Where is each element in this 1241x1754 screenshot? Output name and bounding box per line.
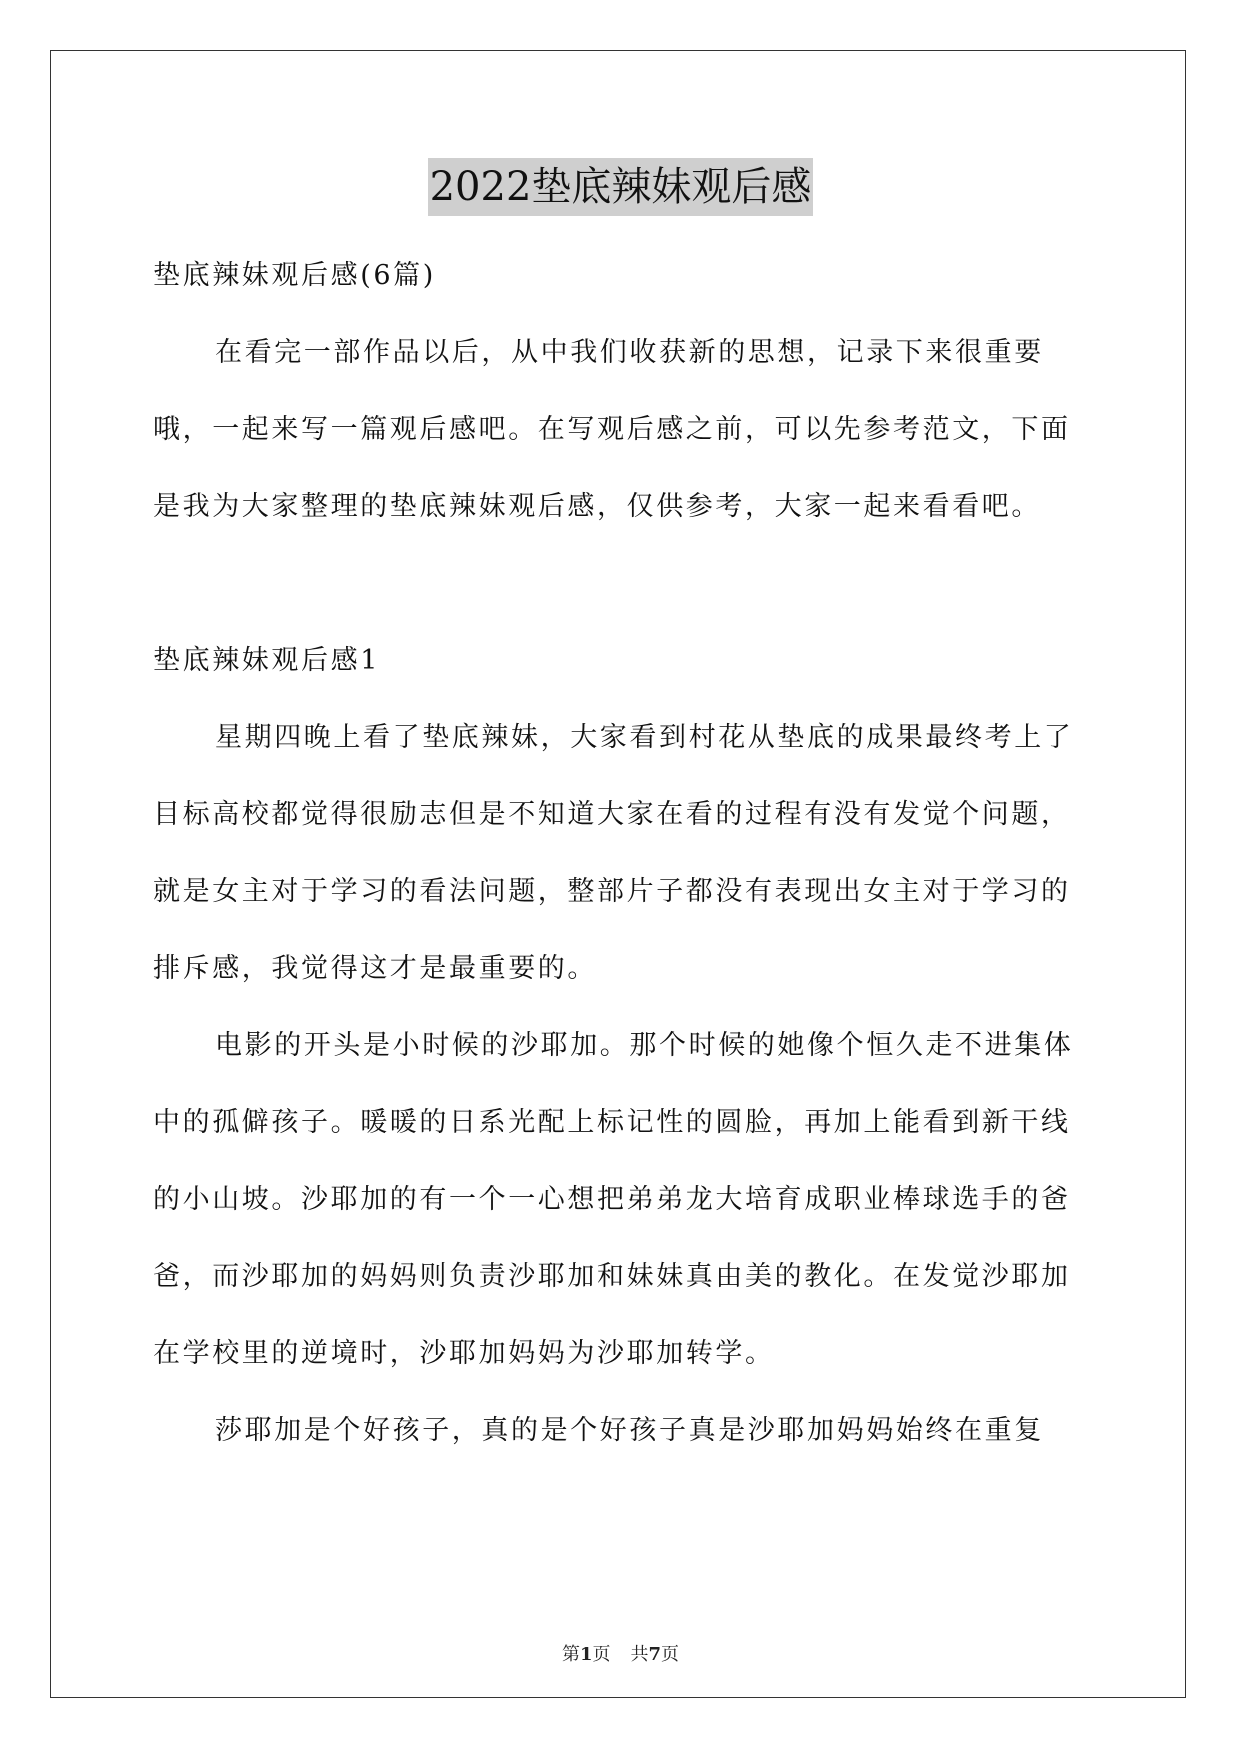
body-paragraph: 莎耶加是个好孩子，真的是个好孩子真是沙耶加妈妈始终在重复 — [215, 1415, 1044, 1446]
total-prefix: 共 — [630, 1644, 649, 1665]
document-subtitle: 垫底辣妹观后感(6篇) — [153, 260, 436, 291]
section-heading: 垫底辣妹观后感1 — [153, 645, 380, 676]
document-body — [153, 237, 1093, 1469]
paragraph-gap — [153, 545, 1093, 622]
page-footer — [0, 1640, 1241, 1666]
body-paragraph: 电影的开头是小时候的沙耶加。那个时候的她像个恒久走不进集体中的孤僻孩子。暖暖的日系光配上标记性的圆脸，再加上能看到新干线的小山坡。沙耶加的有一个一心想把弟弟龙大培育成职业棒球选手的爸爸，而沙耶加的妈妈则负责沙耶加和妹妹真由美的教化。在发觉沙耶加在学校里的逆境时，沙耶加妈妈为沙耶加转学。 — [153, 1030, 1074, 1369]
page-suffix: 页 — [592, 1644, 611, 1665]
body-paragraph: 星期四晚上看了垫底辣妹，大家看到村花从垫底的成果最终考上了目标高校都觉得很励志但是不知道大家在看的过程有没有发觉个问题，就是女主对于学习的看法问题，整部片子都没有表现出女主对于学习的排斥感，我觉得这才是最重要的。 — [153, 722, 1074, 984]
document-title: 2022垫底辣妹观后感 — [428, 158, 814, 216]
title-container — [0, 158, 1241, 216]
total-suffix: 页 — [661, 1644, 680, 1665]
page-current: 1 — [579, 1644, 593, 1665]
page-prefix: 第 — [561, 1644, 580, 1665]
page-total: 7 — [648, 1644, 662, 1665]
intro-paragraph: 在看完一部作品以后，从中我们收获新的思想，记录下来很重要哦，一起来写一篇观后感吧。在写观后感之前，可以先参考范文，下面是我为大家整理的垫底辣妹观后感，仅供参考，大家一起来看看吧。 — [153, 337, 1071, 522]
